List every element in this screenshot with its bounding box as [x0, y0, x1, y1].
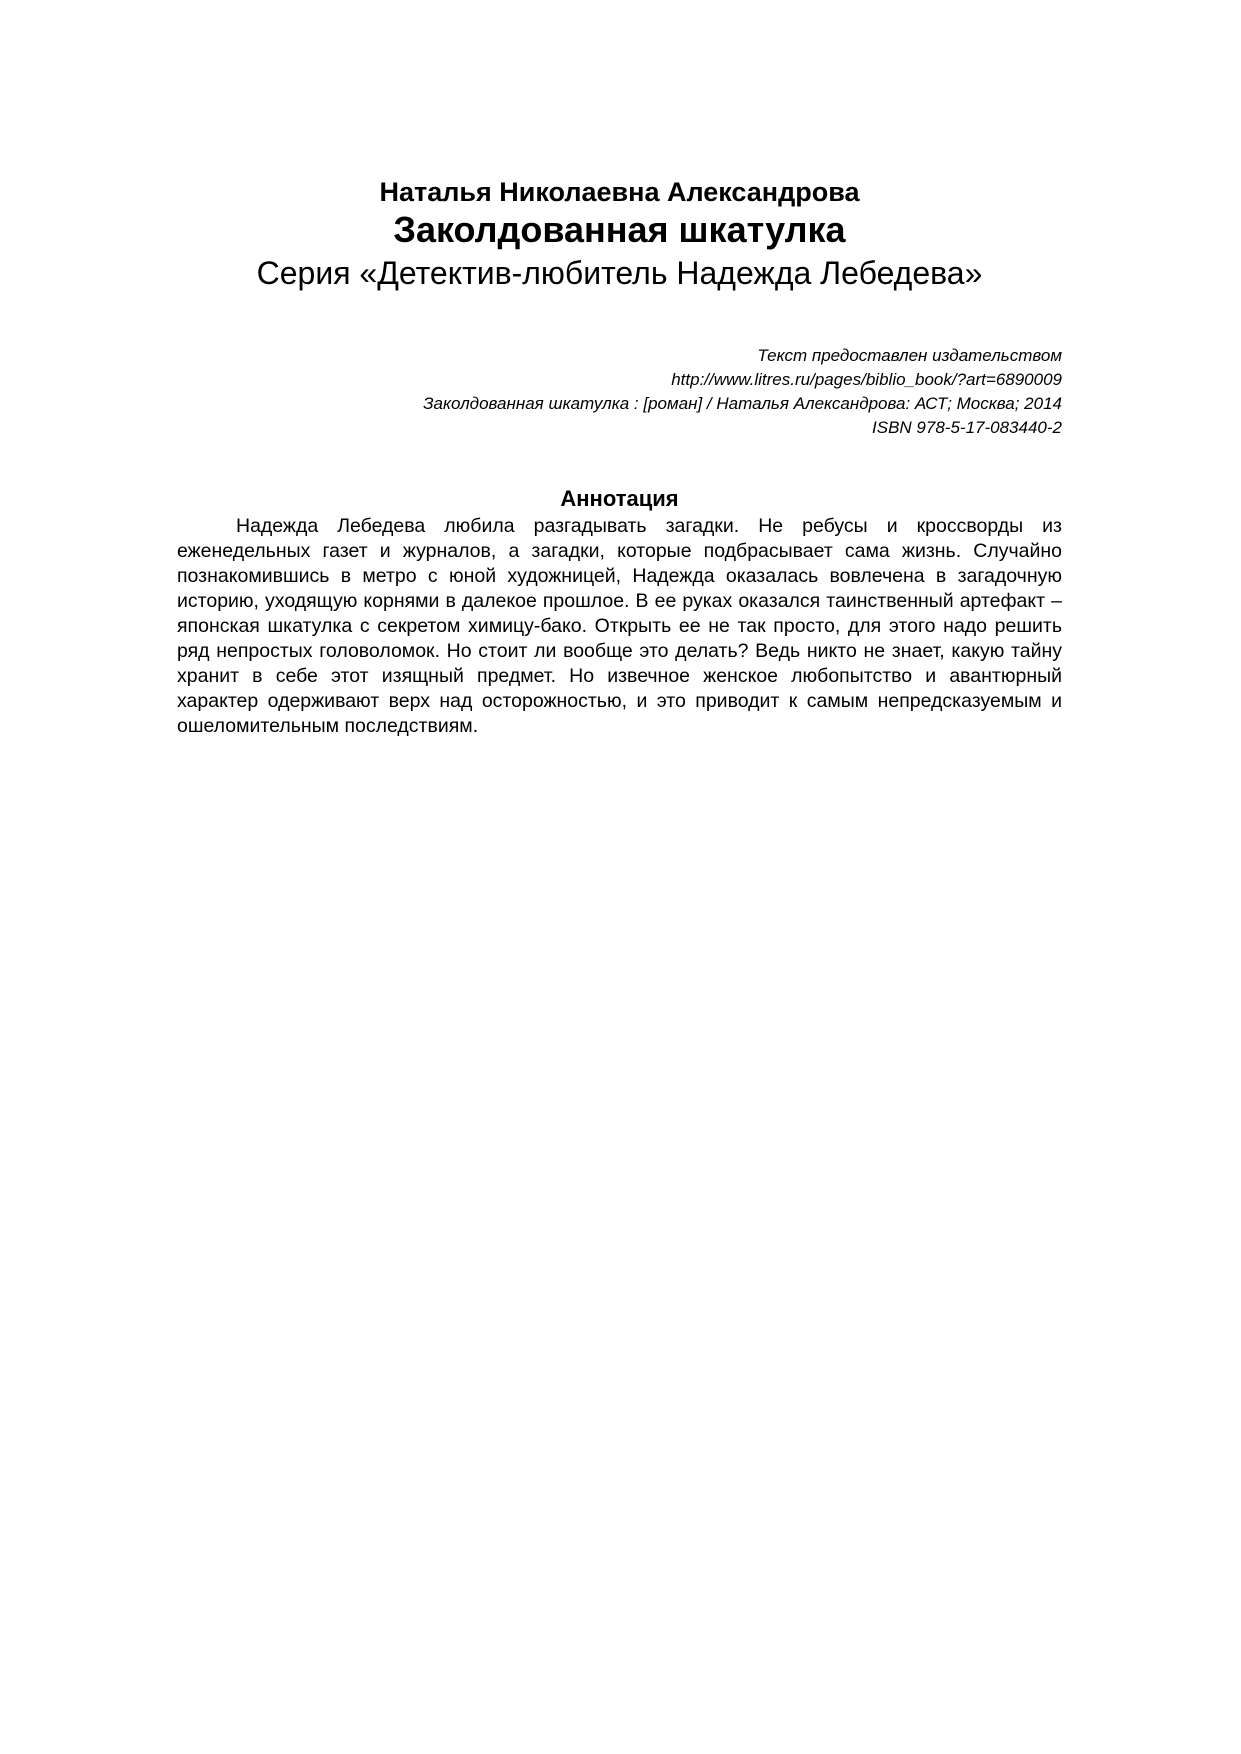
isbn-text: ISBN 978-5-17-083440-2 [872, 418, 1062, 437]
provided-by-text: Текст предоставлен издательством [757, 346, 1062, 365]
author-name: Наталья Николаевна Александрова [379, 177, 860, 207]
series-title: Серия «Детектив-любитель Надежда Лебедева» [256, 255, 983, 291]
book-title: Заколдованная шкатулка [393, 209, 846, 250]
publication-info [177, 344, 1062, 440]
source-url: http://www.litres.ru/pages/biblio_book/?art=6890009 [671, 370, 1062, 389]
annotation-heading: Аннотация [560, 486, 679, 511]
annotation-text: Надежда Лебедева любила разгадывать загадки. Не ребусы и кроссворды из еженедельных газет и журналов, а загадки, которые подбрасывает сама жизнь. Случайно познакомившись в метро с юной художницей, Надежда оказалась вовлечена в загадочную историю, уходящую корнями в далекое прошлое. В ее руках оказался таинственный артефакт – японская шкатулка с секретом химицу-бако. Открыть ее не так просто, для этого надо решить ряд непростых головоломок. Но стоит ли вообще это делать? Ведь никто не знает, какую тайну хранит в себе этот изящный предмет. Но извечное женское любопытство и авантюрный характер одерживают верх над осторожностью, и это приводит к самым непредсказуемым и ошеломительным последствиям. [177, 515, 1062, 737]
citation-text: Заколдованная шкатулка : [роман] / Наталья Александрова: АСТ; Москва; 2014 [423, 394, 1062, 413]
